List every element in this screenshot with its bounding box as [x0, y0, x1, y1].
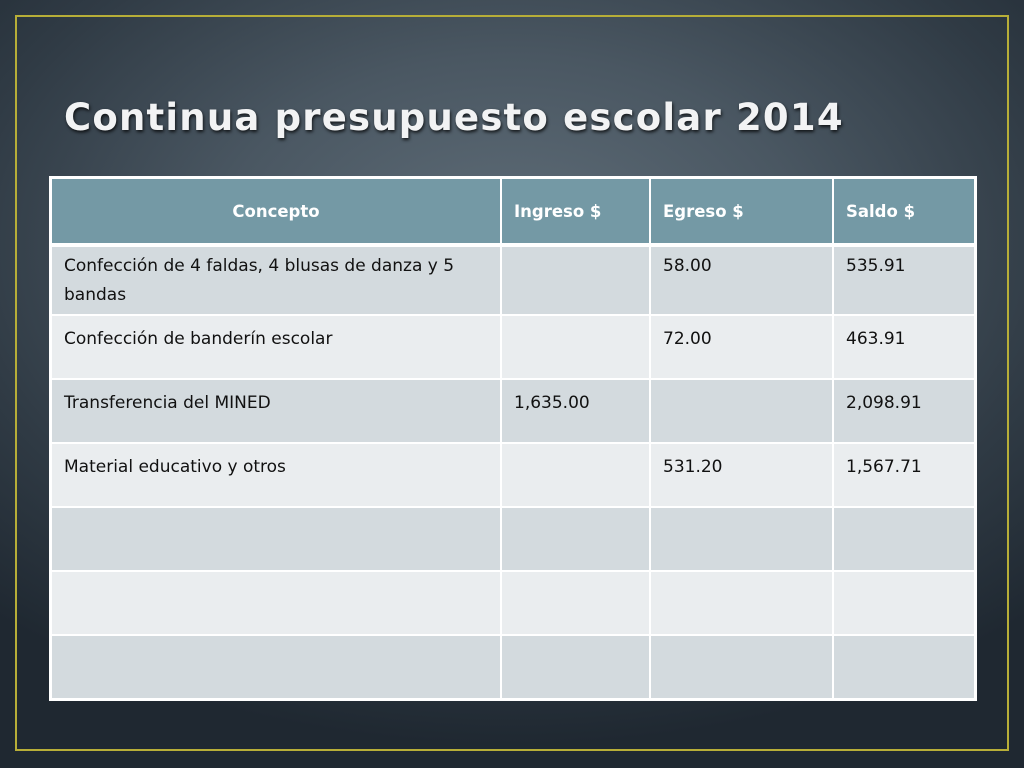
table-row [51, 245, 975, 315]
header-saldo: Saldo $ [833, 178, 975, 245]
table-row [51, 379, 975, 443]
slide-title: Continua presupuesto escolar 2014 [64, 96, 844, 139]
table-row [51, 635, 975, 699]
cell-ingreso [501, 245, 650, 315]
cell-ingreso [501, 571, 650, 635]
cell-saldo: 535.91 [833, 245, 975, 315]
table-body [51, 245, 975, 699]
cell-egreso [650, 379, 833, 443]
table-row [51, 315, 975, 379]
cell-concepto: Transferencia del MINED [51, 379, 501, 443]
cell-saldo: 1,567.71 [833, 443, 975, 507]
cell-saldo [833, 635, 975, 699]
cell-egreso [650, 571, 833, 635]
cell-concepto: Material educativo y otros [51, 443, 501, 507]
header-concepto: Concepto [51, 178, 501, 245]
cell-ingreso: 1,635.00 [501, 379, 650, 443]
cell-egreso [650, 635, 833, 699]
header-row [51, 178, 975, 245]
cell-concepto [51, 507, 501, 571]
header-egreso: Egreso $ [650, 178, 833, 245]
header-ingreso: Ingreso $ [501, 178, 650, 245]
cell-saldo: 463.91 [833, 315, 975, 379]
cell-egreso [650, 507, 833, 571]
cell-egreso: 72.00 [650, 315, 833, 379]
table-header [51, 178, 975, 245]
budget-table [50, 177, 976, 700]
cell-saldo [833, 507, 975, 571]
cell-concepto: Confección de 4 faldas, 4 blusas de danza y 5 bandas [51, 245, 501, 315]
cell-egreso: 531.20 [650, 443, 833, 507]
table-row [51, 443, 975, 507]
cell-saldo: 2,098.91 [833, 379, 975, 443]
cell-concepto: Confección de banderín escolar [51, 315, 501, 379]
table-row [51, 507, 975, 571]
cell-concepto [51, 571, 501, 635]
cell-saldo [833, 571, 975, 635]
cell-egreso: 58.00 [650, 245, 833, 315]
cell-ingreso [501, 507, 650, 571]
cell-concepto [51, 635, 501, 699]
cell-ingreso [501, 443, 650, 507]
cell-ingreso [501, 315, 650, 379]
cell-ingreso [501, 635, 650, 699]
table-row [51, 571, 975, 635]
